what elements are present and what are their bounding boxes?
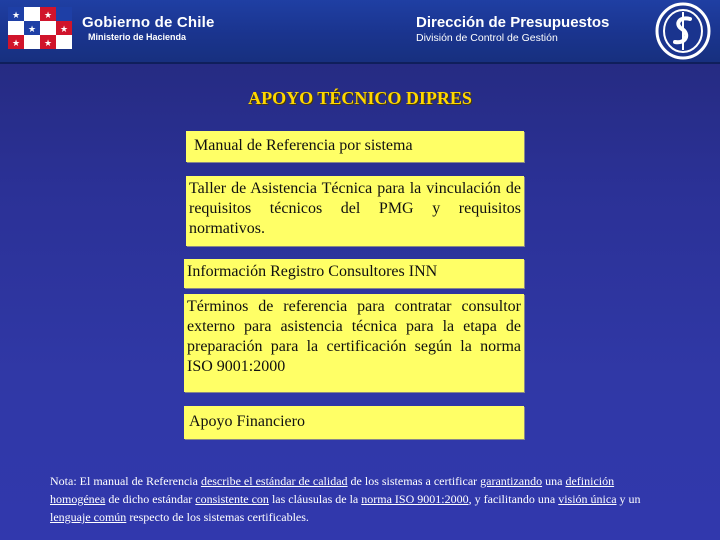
- footnote: [50, 472, 670, 526]
- note-text: respecto de los sistemas certificables.: [126, 510, 309, 524]
- government-title: Gobierno de Chile: [82, 14, 215, 31]
- note-text: las cláusulas de la: [268, 492, 362, 506]
- header-bar: [0, 0, 720, 64]
- note-underlined: norma ISO 9001:2000: [361, 492, 469, 506]
- svg-text:★: ★: [11, 39, 21, 49]
- note-underlined: consistente con: [195, 492, 269, 506]
- page-title: APOYO TÉCNICO DIPRES: [248, 88, 472, 108]
- note-underlined: visión única: [558, 492, 617, 506]
- note-text: , y facilitando una: [468, 492, 559, 506]
- note-text: de los sistemas a certificar: [347, 474, 481, 488]
- note-underlined: garantizando: [480, 474, 543, 488]
- note-text: y un: [616, 492, 641, 506]
- svg-text:★: ★: [59, 25, 69, 35]
- terminos-referencia-item[interactable]: Términos de referencia para contratar consultor externo para asistencia técnica para la etapa de preparación para la certificación según la norma ISO 9001:2000: [184, 294, 524, 392]
- note-text: una: [542, 474, 566, 488]
- division-subtitle: División de Control de Gestión: [416, 32, 558, 44]
- svg-text:★: ★: [43, 39, 53, 49]
- department-title: Dirección de Presupuestos: [416, 14, 610, 31]
- svg-text:★: ★: [11, 11, 21, 21]
- ministry-subtitle: Ministerio de Hacienda: [88, 32, 187, 42]
- manual-referencia-item[interactable]: Manual de Referencia por sistema: [186, 131, 524, 162]
- note-text: Nota: El manual de Referencia: [50, 474, 201, 488]
- registro-consultores-item[interactable]: Información Registro Consultores INN: [184, 259, 524, 288]
- note-underlined: describe el estándar de calidad: [200, 474, 348, 488]
- taller-asistencia-item[interactable]: Taller de Asistencia Técnica para la vinculación de requisitos técnicos del PMG y requisitos normativos.: [186, 176, 524, 246]
- svg-text:★: ★: [43, 11, 53, 21]
- chile-star-grid-logo: [5, 3, 75, 59]
- dipres-seal-icon: [654, 2, 712, 60]
- apoyo-financiero-item[interactable]: Apoyo Financiero: [184, 406, 524, 439]
- svg-text:★: ★: [27, 25, 37, 35]
- note-underlined: definición homogénea: [50, 474, 615, 506]
- note-text: de dicho estándar: [105, 492, 196, 506]
- note-underlined: lenguaje común: [50, 510, 127, 524]
